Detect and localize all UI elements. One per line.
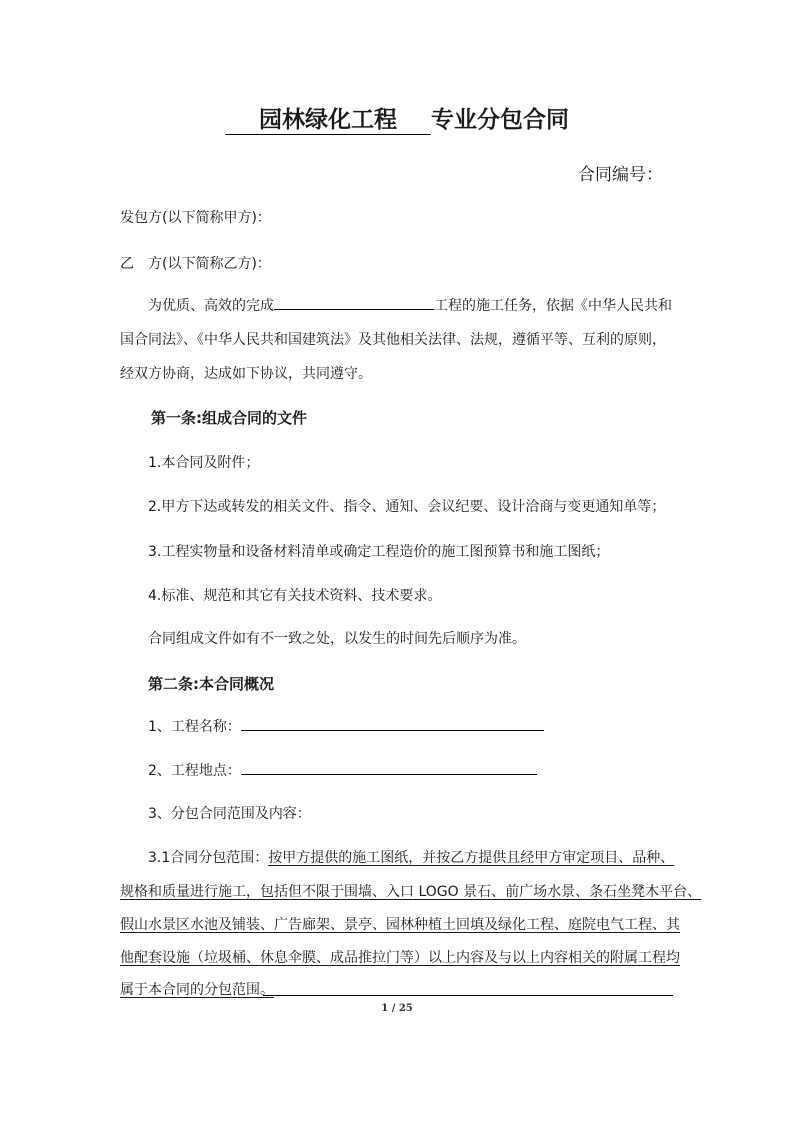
scope-end-underline	[263, 995, 673, 996]
scope-31-line	[148, 847, 674, 867]
intro-line-1-post: 工程的施工任务，依据《中华人民共和	[434, 298, 672, 314]
scope-label: 3、分包合同范围及内容：	[148, 806, 311, 822]
project-name-field[interactable]	[241, 716, 544, 731]
document-title	[0, 101, 794, 135]
party-a-line: 发包方(以下简称甲方)：	[120, 210, 271, 226]
scope-31-line: 规格和质量进行施工，包括但不限于围墙、入口 LOGO 景石、前广场水景、条石坐凳木平台、	[120, 884, 702, 900]
scope-31-prefix: 3.1合同分包范围：	[148, 850, 269, 866]
section-1-heading: 第一条:组成合同的文件	[151, 409, 307, 427]
project-blank-underline[interactable]	[274, 295, 434, 310]
section-1-note: 合同组成文件如有不一致之处，以发生的时间先后顺序为准。	[148, 631, 526, 647]
section-1-item: 2.甲方下达或转发的相关文件、指令、通知、会议纪要、设计洽商与变更通知单等；	[148, 499, 666, 515]
intro-line-1	[148, 295, 672, 315]
project-name-row	[148, 716, 544, 736]
scope-31-line: 假山水景区水池及铺装、广告廊架、景亭、园林种植土回填及绿化工程、庭院电气工程、其	[120, 917, 680, 933]
title-project-name: 园林绿化工程	[259, 107, 397, 133]
party-b-line: 乙 方(以下简称乙方)：	[120, 256, 271, 272]
intro-line-1-pre: 为优质、高效的完成	[148, 298, 274, 314]
project-name-label: 1、工程名称：	[148, 719, 241, 735]
intro-line-3: 经双方协商，达成如下协议，共同遵守。	[120, 366, 372, 382]
intro-line-2: 国合同法》、《中华人民共和国建筑法》及其他相关法律、法规，遵循平等、互利的原则，	[120, 332, 666, 348]
project-location-row	[148, 760, 537, 780]
scope-31-text: 按甲方提供的施工图纸，并按乙方提供且经甲方审定项目、品种、	[268, 850, 675, 866]
scope-31-line: 属于本合同的分包范围。	[120, 982, 274, 998]
project-location-field[interactable]	[241, 760, 537, 775]
page-number: 1 / 25	[381, 1003, 413, 1014]
section-1-item: 3.工程实物量和设备材料清单或确定工程造价的施工图预算书和施工图纸；	[148, 544, 610, 560]
title-suffix: 专业分包合同	[431, 107, 569, 133]
section-2-heading: 第二条:本合同概况	[148, 675, 274, 693]
scope-31-line: 他配套设施（垃圾桶、休息伞膜、成品推拉门等）以上内容及与以上内容相关的附属工程均	[120, 950, 680, 966]
section-1-item: 4.标准、规范和其它有关技术资料、技术要求。	[148, 588, 442, 604]
project-location-label: 2、工程地点：	[148, 763, 241, 779]
contract-number-label: 合同编号：	[578, 165, 663, 185]
title-blank-field	[225, 101, 431, 135]
section-1-item: 1.本合同及附件；	[148, 455, 260, 471]
